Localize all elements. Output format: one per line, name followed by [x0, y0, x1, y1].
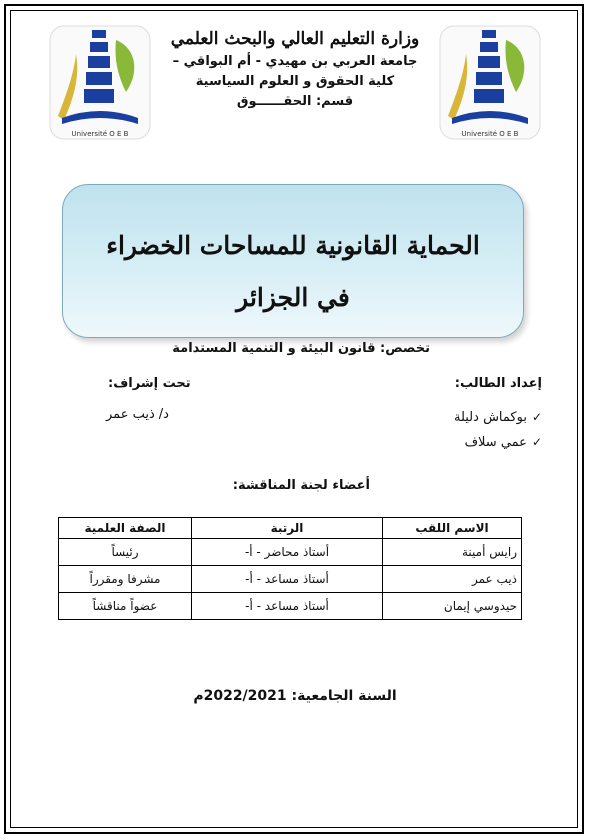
- supervisor-name: ذيب عمر: [106, 407, 155, 422]
- logo-text: Université O E B: [461, 130, 519, 138]
- table-row: [59, 539, 522, 566]
- jury-table: [58, 517, 522, 620]
- supervision-label: تحت إشراف:: [108, 376, 191, 391]
- university-name: جامعة العربي بن مهيدي - أم البواقي –: [172, 54, 418, 69]
- jury-member-role: مشرفا ومقرراً: [59, 566, 192, 593]
- student-name: بوكماش دليلة: [453, 410, 527, 425]
- prepared-by-label: إعداد الطالب:: [454, 376, 542, 391]
- ministry-name: وزارة التعليم العالي والبحث العلمي: [170, 29, 420, 49]
- checkmark-icon: ✓: [531, 410, 542, 424]
- checkmark-icon: ✓: [531, 435, 542, 449]
- student-name: عمي سلاف: [464, 435, 527, 450]
- jury-member-name: ذيب عمر: [383, 566, 522, 593]
- jury-member-role: عضواً مناقشاً: [59, 593, 192, 620]
- column-header-name: الاسم اللقب: [383, 518, 522, 539]
- faculty-name: كلية الحقوق و العلوم السياسية: [195, 74, 395, 89]
- institution-header: [130, 26, 460, 112]
- committee-title: أعضاء لجنة المناقشة:: [232, 478, 370, 493]
- specialty-label: تخصص: قانون البيئة و التنمية المستدامة: [172, 341, 430, 356]
- thesis-title-box: [62, 184, 524, 338]
- supervisor-title-prefix: د/: [158, 407, 169, 422]
- table-row: [59, 566, 522, 593]
- jury-member-rank: أستاذ مساعد - أ-: [192, 566, 383, 593]
- column-header-rank: الرتبة: [192, 518, 383, 539]
- jury-member-rank: أستاذ مساعد - أ-: [192, 593, 383, 620]
- department-name: قسم: الحقــــــوق: [236, 94, 354, 109]
- list-item: [454, 405, 542, 430]
- academic-year: السنة الجامعية: 2022/2021م: [193, 688, 397, 704]
- supervisor: [106, 407, 169, 422]
- jury-member-role: رئيساً: [59, 539, 192, 566]
- thesis-title-line-2: في الجزائر: [236, 283, 350, 312]
- column-header-role: الصفة العلمية: [59, 518, 192, 539]
- thesis-title-line-1: الحماية القانونية للمساحات الخضراء: [106, 231, 480, 260]
- student-list: [454, 405, 542, 455]
- jury-member-rank: أستاذ محاضر - أ-: [192, 539, 383, 566]
- table-header-row: [59, 518, 522, 539]
- logo-text: Université O E B: [71, 130, 129, 138]
- list-item: [454, 430, 542, 455]
- table-row: [59, 593, 522, 620]
- jury-member-name: رايس أمينة: [383, 539, 522, 566]
- jury-member-name: حيدوسي إيمان: [383, 593, 522, 620]
